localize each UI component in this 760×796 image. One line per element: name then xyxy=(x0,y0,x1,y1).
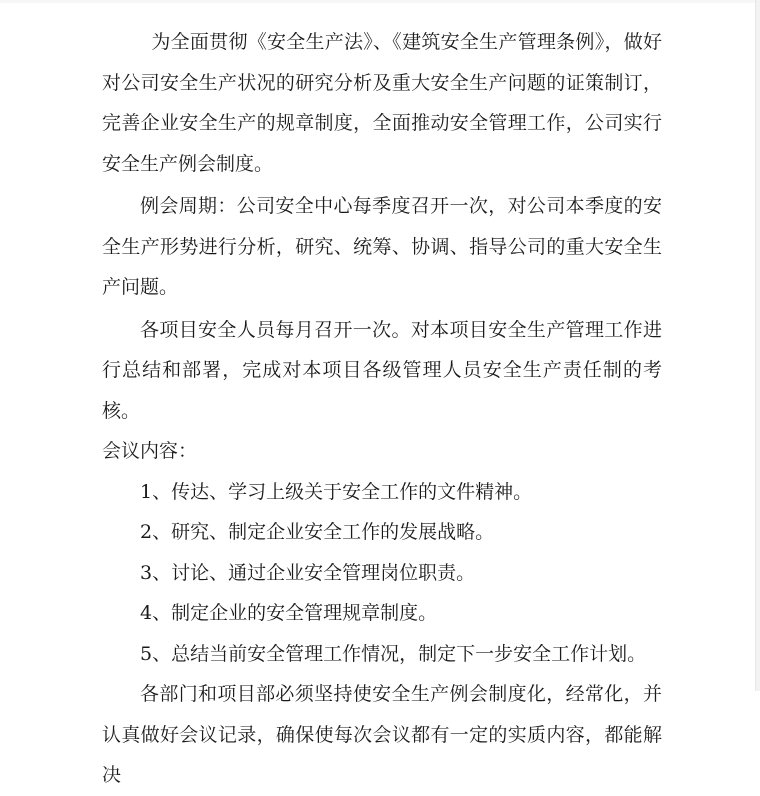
paragraph-project-meeting: 各项目安全人员每月召开一次。对本项目安全生产管理工作进行总结和部署，完成对本项目各级管理人员安全生产责任制的考核。 xyxy=(102,318,662,422)
list-item: 5、总结当前安全管理工作情况，制定下一步安全工作计划。 xyxy=(140,642,647,665)
list-item: 3、讨论、通过企业安全管理岗位职责。 xyxy=(140,561,476,584)
document-body xyxy=(102,22,662,796)
paragraph-intro: 为全面贯彻《安全生产法》、《建筑安全生产管理条例》，做好对公司安全生产状况的研究分析及重大安全生产问题的证策制订，完善企业安全生产的规章制度，全面推动安全管理工作，公司实行安全生产例会制度。 xyxy=(102,31,662,175)
paragraph-closing: 各部门和项目部必须坚持使安全生产例会制度化，经常化，并认真做好会议记录，确保使每次会议都有一定的实质内容，都能解决 xyxy=(102,683,662,786)
page-right-edge xyxy=(755,0,760,691)
list-item: 4、制定企业的安全管理规章制度。 xyxy=(140,602,438,624)
paragraph-meeting-cycle: 例会周期：公司安全中心每季度召开一次，对公司本季度的安全生产形势进行分析，研究、统筹、协调、指导公司的重大安全生产问题。 xyxy=(102,195,662,298)
heading-meeting-content: 会议内容： xyxy=(102,440,198,462)
list-item: 2、研究、制定企业安全工作的发展战略。 xyxy=(140,521,495,543)
page-top-edge xyxy=(0,0,760,3)
list-item: 1、传达、学习上级关于安全工作的文件精神。 xyxy=(140,480,533,503)
